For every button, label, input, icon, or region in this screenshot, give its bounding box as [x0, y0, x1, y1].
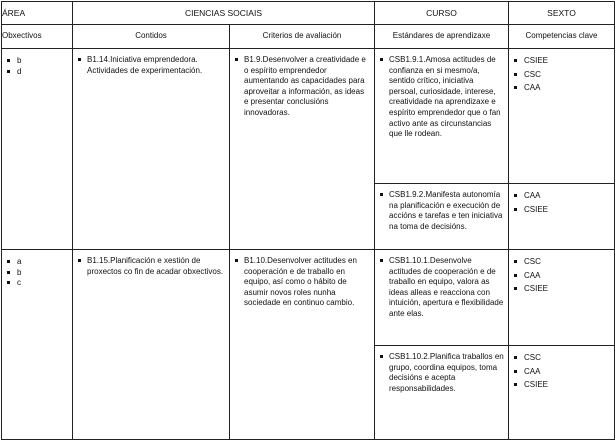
- list-item: c: [7, 278, 68, 289]
- bullet-icon: [380, 355, 383, 358]
- list-item: b: [7, 56, 68, 67]
- content-text: B1.14.Iniciativa emprendedora. Actividades de experimentación.: [87, 55, 203, 75]
- criterion-cell: [230, 49, 375, 250]
- list-item: d: [7, 67, 68, 78]
- area-label: ÁREA: [2, 2, 73, 25]
- criterion-text: B1.10.Desenvolver actitudes en cooperación e de traballo en equipo, así como o hábito de asumir novos roles nunha sociedade en continuo cambio.: [244, 256, 357, 308]
- list-item: CAA: [514, 83, 610, 94]
- list-item: CSC: [514, 70, 610, 81]
- competencies-cell: [509, 49, 615, 184]
- competencies-cell: [509, 250, 615, 346]
- objectives-list: [2, 250, 72, 293]
- bullet-icon: [78, 58, 81, 61]
- list-item: CAA: [514, 271, 610, 282]
- objectives-cell: [2, 250, 73, 440]
- bullet-icon: [235, 259, 238, 262]
- content-cell: [73, 250, 230, 440]
- table-row: [2, 250, 615, 346]
- list-item: CSIEE: [514, 284, 610, 295]
- course-value: SEXTO: [509, 2, 615, 25]
- subject-title: CIENCIAS SOCIAIS: [73, 2, 375, 25]
- bullet-icon: [235, 58, 238, 61]
- competencies-list: [509, 346, 614, 398]
- standard-cell: [375, 184, 509, 250]
- col-header-criteria: Criterios de avaliación: [230, 25, 375, 49]
- col-header-objectives: Obxectivos: [2, 25, 73, 49]
- content-cell: [73, 49, 230, 250]
- competencies-cell: [509, 346, 615, 440]
- objectives-list: [2, 49, 72, 81]
- bullet-icon: [380, 193, 383, 196]
- col-header-contents: Contidos: [73, 25, 230, 49]
- standard-cell: [375, 346, 509, 440]
- bullet-icon: [78, 259, 81, 262]
- standard-text: CSB1.9.2.Manifesta autonomía na planificación e execución de accións e tarefas e ten iniciativa na toma de decisións.: [389, 190, 503, 231]
- list-item: CAA: [514, 367, 610, 378]
- competencies-cell: [509, 184, 615, 250]
- content-text: B1.15.Planificación e xestión de proxectos co fin de acadar obxectivos.: [87, 256, 224, 276]
- standard-cell: [375, 49, 509, 184]
- bullet-icon: [380, 58, 383, 61]
- standard-text: CSB1.10.1.Desenvolve actitudes de cooperación e de traballo en equipo, valora as ideas alleas e reacciona con intuición, apertura e flexibilidade ante elas.: [389, 256, 504, 318]
- competencies-list: [509, 49, 614, 101]
- list-item: CSC: [514, 353, 610, 364]
- competencies-list: [509, 184, 614, 222]
- list-item: a: [7, 257, 68, 268]
- standard-text: CSB1.10.2.Planifica traballos en grupo, coordina equipos, toma decisións e acepta responsabilidades.: [389, 352, 504, 393]
- list-item: CSIEE: [514, 380, 610, 391]
- col-header-standards: Estándares de aprendizaxe: [375, 25, 509, 49]
- standard-text: CSB1.9.1.Amosa actitudes de confianza en si mesmo/a, sentido crítico, iniciativa persoal, curiosidade, interese, creatividade na aprendizaxe e espírito emprendedor que o fan activo ante as circunstancias que lle rodean.: [389, 55, 501, 139]
- criterion-text: B1.9.Desenvolver a creatividade e o espírito emprendedor aumentando as capacidades para aproveitar a información, as ideas e presentar conclusións innovadoras.: [244, 55, 366, 117]
- curriculum-table: [1, 1, 615, 440]
- bullet-icon: [380, 259, 383, 262]
- standard-cell: [375, 250, 509, 346]
- table-row: [2, 49, 615, 184]
- list-item: CSIEE: [514, 205, 610, 216]
- course-label: CURSO: [375, 2, 509, 25]
- criterion-cell: [230, 250, 375, 440]
- list-item: b: [7, 268, 68, 279]
- header-row: [2, 2, 615, 25]
- column-headers-row: [2, 25, 615, 49]
- competencies-list: [509, 250, 614, 302]
- col-header-competencies: Competencias clave: [509, 25, 615, 49]
- list-item: CAA: [514, 191, 610, 202]
- objectives-cell: [2, 49, 73, 250]
- list-item: CSC: [514, 257, 610, 268]
- list-item: CSIEE: [514, 56, 610, 67]
